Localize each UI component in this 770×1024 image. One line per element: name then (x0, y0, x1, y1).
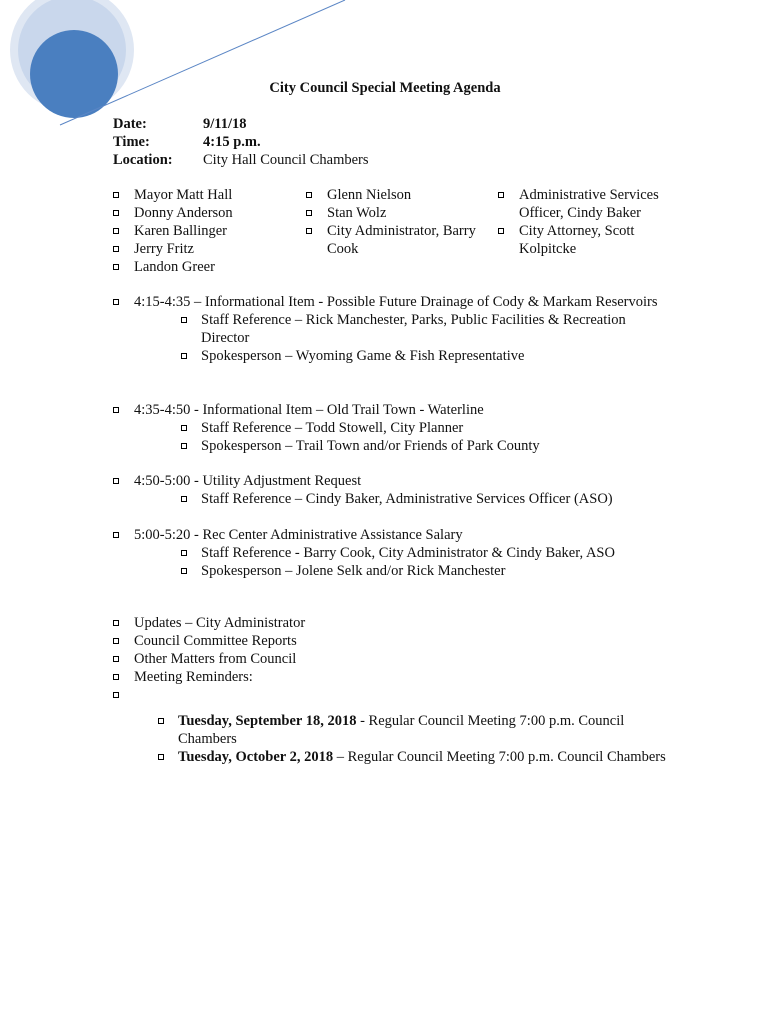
reminder-item (158, 712, 673, 748)
checkbox-icon (181, 425, 187, 431)
reminder-detail: – Regular Council Meeting 7:00 p.m. Council Chambers (333, 749, 666, 765)
agenda-item-text: 4:15-4:35 – Informational Item - Possible Future Drainage of Cody & Markam Reservoirs (134, 294, 658, 310)
location-label: Location: (113, 152, 173, 168)
checkbox-icon (181, 496, 187, 502)
checkbox-icon (498, 228, 504, 234)
agenda-item-text: 5:00-5:20 - Rec Center Administrative Assistance Salary (134, 527, 463, 543)
reminder-date: Tuesday, September 18, 2018 (178, 713, 357, 729)
checkbox-icon (181, 353, 187, 359)
list-item: City Administrator, Barry Cook (306, 222, 496, 258)
attendees-column-1 (113, 186, 283, 276)
agenda-item-4 (113, 526, 673, 580)
agenda-subitem: Staff Reference – Todd Stowell, City Planner (181, 419, 673, 437)
time-label: Time: (113, 134, 150, 150)
agenda-item-text: 4:50-5:00 - Utility Adjustment Request (134, 473, 362, 489)
list-item: Meeting Reminders: (113, 668, 673, 686)
agenda-item-1 (113, 293, 673, 365)
list-item: Mayor Matt Hall (113, 186, 283, 204)
list-item: Other Matters from Council (113, 650, 673, 668)
checkbox-icon (113, 228, 119, 234)
checkbox-icon (113, 192, 119, 198)
checkbox-icon (181, 568, 187, 574)
checkbox-icon (113, 407, 119, 413)
list-item: Administrative Services Officer, Cindy Baker (498, 186, 688, 222)
meeting-details (113, 115, 369, 169)
checkbox-icon (113, 674, 119, 680)
location-row (113, 151, 369, 169)
list-item: Donny Anderson (113, 204, 283, 222)
checkbox-icon (113, 210, 119, 216)
checkbox-icon (181, 550, 187, 556)
checkbox-icon (181, 317, 187, 323)
agenda-subitem: Staff Reference – Cindy Baker, Administrative Services Officer (ASO) (181, 490, 673, 508)
list-item: City Attorney, Scott Kolpitcke (498, 222, 688, 258)
checkbox-icon (158, 718, 164, 724)
agenda-subitem: Spokesperson – Jolene Selk and/or Rick Manchester (181, 562, 673, 580)
reminder-date: Tuesday, October 2, 2018 (178, 749, 334, 765)
date-label: Date: (113, 116, 147, 132)
agenda-subitem: Spokesperson – Wyoming Game & Fish Representative (181, 347, 673, 365)
reminder-item (158, 748, 673, 766)
list-item: Updates – City Administrator (113, 614, 673, 632)
checkbox-icon (113, 478, 119, 484)
checkbox-icon (113, 692, 119, 698)
list-item: Jerry Fritz (113, 240, 283, 258)
list-item: Glenn Nielson (306, 186, 496, 204)
list-item: Council Committee Reports (113, 632, 673, 650)
meeting-reminders (158, 712, 673, 766)
agenda-item-3 (113, 472, 673, 508)
checkbox-icon (306, 228, 312, 234)
checkbox-icon (181, 443, 187, 449)
checkbox-icon (113, 620, 119, 626)
date-value: 9/11/18 (203, 116, 247, 132)
list-item: Landon Greer (113, 258, 283, 276)
reminder-detail: - Regular Council Meeting 7:00 p.m. Council Chambers (178, 713, 625, 747)
document-title: City Council Special Meeting Agenda (269, 80, 501, 96)
checkbox-icon (113, 532, 119, 538)
location-value: City Hall Council Chambers (203, 152, 369, 168)
checkbox-icon (158, 754, 164, 760)
attendees-column-3 (498, 186, 688, 258)
list-item: Karen Ballinger (113, 222, 283, 240)
checkbox-icon (306, 192, 312, 198)
closing-items (113, 614, 673, 766)
agenda-subitem: Staff Reference – Rick Manchester, Parks, Public Facilities & Recreation Director (181, 311, 673, 347)
checkbox-icon (113, 656, 119, 662)
checkbox-icon (113, 246, 119, 252)
checkbox-icon (113, 299, 119, 305)
time-row (113, 133, 369, 151)
checkbox-icon (113, 638, 119, 644)
list-item: Stan Wolz (306, 204, 496, 222)
agenda-item-2 (113, 401, 673, 455)
attendees-column-2 (306, 186, 496, 258)
agenda-item-text: 4:35-4:50 - Informational Item – Old Trail Town - Waterline (134, 402, 484, 418)
agenda-subitem: Staff Reference - Barry Cook, City Administrator & Cindy Baker, ASO (181, 544, 673, 562)
checkbox-icon (498, 192, 504, 198)
checkbox-icon (113, 264, 119, 270)
checkbox-icon (306, 210, 312, 216)
agenda-subitem: Spokesperson – Trail Town and/or Friends of Park County (181, 437, 673, 455)
date-row (113, 115, 369, 133)
time-value: 4:15 p.m. (203, 134, 261, 150)
list-item (113, 686, 673, 704)
